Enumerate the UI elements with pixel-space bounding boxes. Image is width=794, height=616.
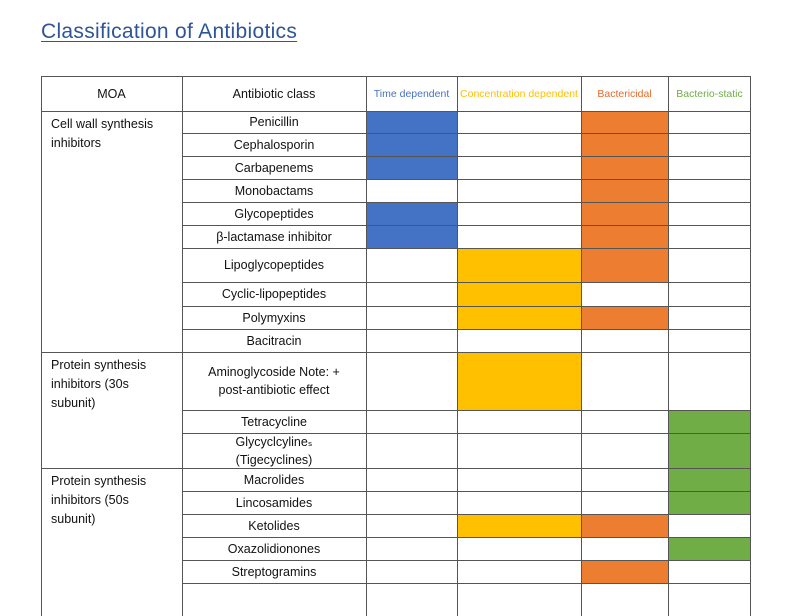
row-divider bbox=[182, 560, 751, 561]
cell-concentration-dependent bbox=[457, 514, 581, 537]
antibiotic-class-cell: Macrolides bbox=[243, 472, 305, 487]
antibiotic-class-cell: Carbapenems bbox=[234, 160, 314, 175]
antibiotic-class-cell: Lincosamides bbox=[235, 495, 313, 510]
row-divider bbox=[182, 491, 751, 492]
row-divider bbox=[182, 583, 751, 584]
column-divider bbox=[457, 76, 458, 616]
antibiotic-class-cell: Lipoglycopeptides bbox=[223, 258, 325, 272]
row-divider bbox=[41, 352, 182, 353]
cell-concentration-dependent bbox=[457, 248, 581, 282]
row-divider bbox=[182, 282, 751, 283]
cell-bactericidal bbox=[581, 202, 668, 225]
row-divider bbox=[182, 156, 751, 157]
cell-bactericidal bbox=[581, 156, 668, 179]
cell-bactericidal bbox=[581, 248, 668, 282]
antibiotic-class-cell: Cephalosporin bbox=[233, 137, 315, 152]
cell-time-dependent bbox=[366, 202, 457, 225]
cell-time-dependent bbox=[366, 133, 457, 156]
column-divider bbox=[750, 76, 751, 616]
antibiotic-class-cell: Glycyclcylineₛ (Tigecyclines) bbox=[235, 434, 313, 467]
moa-cell: Cell wall synthesis inhibitors bbox=[51, 117, 154, 150]
antibiotic-class-cell: β-lactamase inhibitor bbox=[216, 229, 332, 244]
cell-bactericidal bbox=[581, 111, 668, 133]
header-time-dependent: Time dependent bbox=[373, 87, 450, 100]
cell-bacteriostatic bbox=[668, 468, 751, 491]
page-title: Classification of Antibiotics bbox=[41, 20, 298, 43]
cell-time-dependent bbox=[366, 156, 457, 179]
antibiotic-class-cell: Tetracycline bbox=[241, 414, 307, 429]
moa-cell: Protein synthesis inhibitors (50s subunit) bbox=[51, 474, 147, 526]
antibiotic-class-cell: Oxazolidionones bbox=[227, 541, 321, 556]
row-divider bbox=[182, 202, 751, 203]
antibiotic-class-cell: Bacitracin bbox=[246, 333, 302, 348]
cell-concentration-dependent bbox=[457, 282, 581, 306]
header-bactericidal: Bactericidal bbox=[597, 87, 652, 100]
row-divider bbox=[182, 225, 751, 226]
row-divider bbox=[182, 468, 751, 469]
column-divider bbox=[581, 76, 582, 616]
row-divider bbox=[182, 352, 751, 353]
cell-time-dependent bbox=[366, 111, 457, 133]
cell-time-dependent bbox=[366, 225, 457, 248]
cell-bactericidal bbox=[581, 133, 668, 156]
antibiotic-class-cell: Streptogramins bbox=[231, 564, 317, 579]
cell-bactericidal bbox=[581, 179, 668, 202]
antibiotics-table bbox=[41, 76, 751, 616]
row-divider bbox=[41, 76, 751, 77]
cell-bactericidal bbox=[581, 514, 668, 537]
column-divider bbox=[366, 76, 367, 616]
antibiotic-class-cell: Penicillin bbox=[249, 115, 299, 129]
cell-bacteriostatic bbox=[668, 537, 751, 560]
column-divider bbox=[41, 76, 42, 616]
moa-cell: Protein synthesis inhibitors (30s subunit) bbox=[51, 358, 147, 410]
header-moa: MOA bbox=[97, 86, 126, 101]
antibiotic-class-cell: Glycopeptides bbox=[234, 206, 314, 221]
antibiotic-class-cell: Cyclic-lipopeptides bbox=[221, 287, 327, 301]
row-divider bbox=[182, 329, 751, 330]
row-divider bbox=[182, 179, 751, 180]
row-divider bbox=[182, 133, 751, 134]
row-divider bbox=[182, 306, 751, 307]
antibiotic-class-cell: Aminoglycoside Note: + post-antibiotic effect bbox=[208, 365, 340, 397]
cell-bacteriostatic bbox=[668, 410, 751, 433]
row-divider bbox=[182, 433, 751, 434]
row-divider bbox=[41, 468, 182, 469]
antibiotic-class-cell: Ketolides bbox=[248, 518, 300, 533]
cell-bacteriostatic bbox=[668, 433, 751, 468]
row-divider bbox=[182, 537, 751, 538]
cell-bactericidal bbox=[581, 306, 668, 329]
antibiotic-class-cell: Monobactams bbox=[234, 183, 314, 198]
column-divider bbox=[668, 76, 669, 616]
row-divider bbox=[182, 514, 751, 515]
cell-bacteriostatic bbox=[668, 491, 751, 514]
header-antibiotic-class: Antibiotic class bbox=[232, 86, 316, 101]
cell-concentration-dependent bbox=[457, 306, 581, 329]
cell-concentration-dependent bbox=[457, 352, 581, 410]
row-divider bbox=[182, 248, 751, 249]
header-concentration-dependent: Concentration dependent bbox=[460, 87, 578, 100]
header-bacteriostatic: Bacterio-static bbox=[676, 87, 743, 100]
cell-bactericidal bbox=[581, 225, 668, 248]
antibiotic-class-cell: Polymyxins bbox=[242, 310, 306, 325]
row-divider bbox=[182, 410, 751, 411]
column-divider bbox=[182, 76, 183, 616]
cell-bactericidal bbox=[581, 560, 668, 583]
row-divider bbox=[41, 111, 751, 112]
